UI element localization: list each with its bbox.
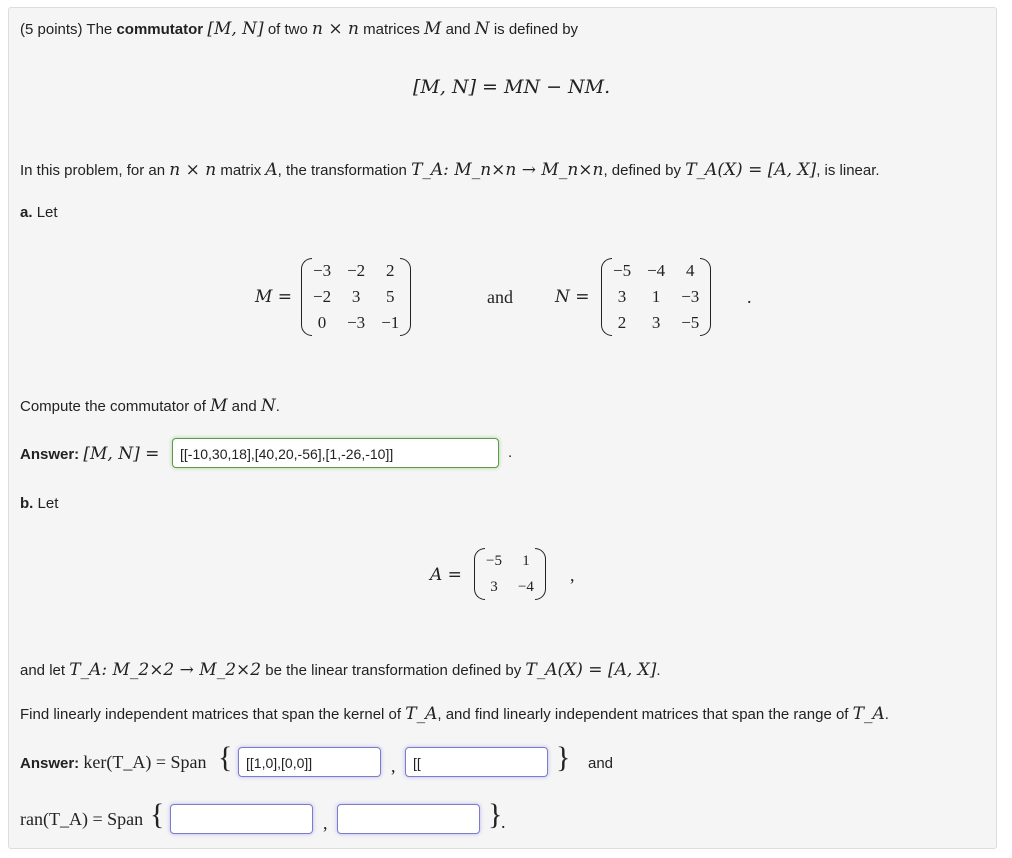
M-label: M =: [255, 287, 293, 307]
range-input-2[interactable]: [337, 804, 480, 834]
commutator-definition: [M, N] = MN − NM.: [413, 76, 611, 98]
matrix-entry: −2: [347, 261, 366, 280]
matrix-entry: 3: [651, 313, 661, 332]
matrix-entry: −5: [613, 261, 632, 280]
period: .: [747, 287, 752, 307]
matrix-entry: −2: [313, 287, 332, 306]
range-label: ran(T_A) = Span: [20, 809, 144, 829]
intro-line: (5 points) The commutator [M, N] of two n × n matrices M and N is defined by: [20, 19, 579, 39]
matrix-entry: −4: [647, 261, 666, 280]
period: .: [501, 812, 506, 832]
matrix-entry: −5: [681, 313, 700, 332]
matrix-A: [478, 548, 542, 600]
matrix-N: [605, 258, 707, 336]
find-instruction: Find linearly independent matrices that span the kernel of T_A, and find linearly independent matrices that span the range of T_A.: [20, 704, 889, 724]
matrix-entry: 3: [490, 578, 498, 595]
A-label: A =: [430, 565, 462, 585]
commutator-answer-input[interactable]: [[-10,30,18],[40,20,-56],[1,-26,-10]]: [172, 438, 499, 468]
right-brace: }: [488, 798, 503, 831]
right-brace: }: [556, 741, 571, 774]
matrix-entry: −3: [681, 287, 700, 306]
matrix-entry: −4: [517, 578, 534, 595]
kernel-input-1[interactable]: [[1,0],[0,0]]: [238, 747, 381, 777]
transformation-line: In this problem, for an n × n matrix A, the transformation T_A: M_n×n → M_n×n, defined by T_A(X) = [A, X], is linear.: [20, 160, 880, 180]
matrix-entry: 2: [617, 313, 627, 332]
left-brace: {: [218, 741, 233, 774]
matrix-entry: 5: [385, 287, 395, 306]
range-input-1[interactable]: [170, 804, 313, 834]
left-brace: {: [150, 798, 165, 831]
part-b-label: b. Let: [20, 495, 59, 512]
matrix-entry: 3: [617, 287, 627, 306]
matrix-M: [305, 258, 407, 336]
period: .: [508, 444, 513, 461]
matrix-entry: 2: [385, 261, 395, 280]
matrix-entry: 4: [685, 261, 695, 280]
matrix-entry: −1: [381, 313, 400, 332]
matrix-entry: −3: [313, 261, 332, 280]
and-text: and: [487, 287, 513, 307]
matrix-entry: 3: [351, 287, 361, 306]
comma: ,: [570, 565, 575, 585]
comma: ,: [323, 813, 328, 833]
matrix-entry: −3: [347, 313, 366, 332]
part-a-label: a. Let: [20, 204, 58, 221]
kernel-input-2[interactable]: [[: [405, 747, 548, 777]
matrix-entry: −5: [486, 552, 502, 569]
transformation-b-line: and let T_A: M_2×2 → M_2×2 be the linear transformation defined by T_A(X) = [A, X].: [20, 660, 661, 680]
N-label: N =: [555, 287, 590, 307]
matrix-entry: 1: [522, 552, 530, 569]
compute-instruction: Compute the commutator of M and N.: [20, 396, 280, 416]
kernel-answer-label: Answer: ker(T_A) = Span: [20, 752, 207, 772]
answer-a-label: Answer: [M, N] =: [20, 444, 160, 464]
matrix-entry: 0: [317, 313, 327, 332]
comma: ,: [391, 756, 396, 776]
and-text: and: [588, 755, 614, 772]
matrix-entry: 1: [651, 287, 661, 306]
